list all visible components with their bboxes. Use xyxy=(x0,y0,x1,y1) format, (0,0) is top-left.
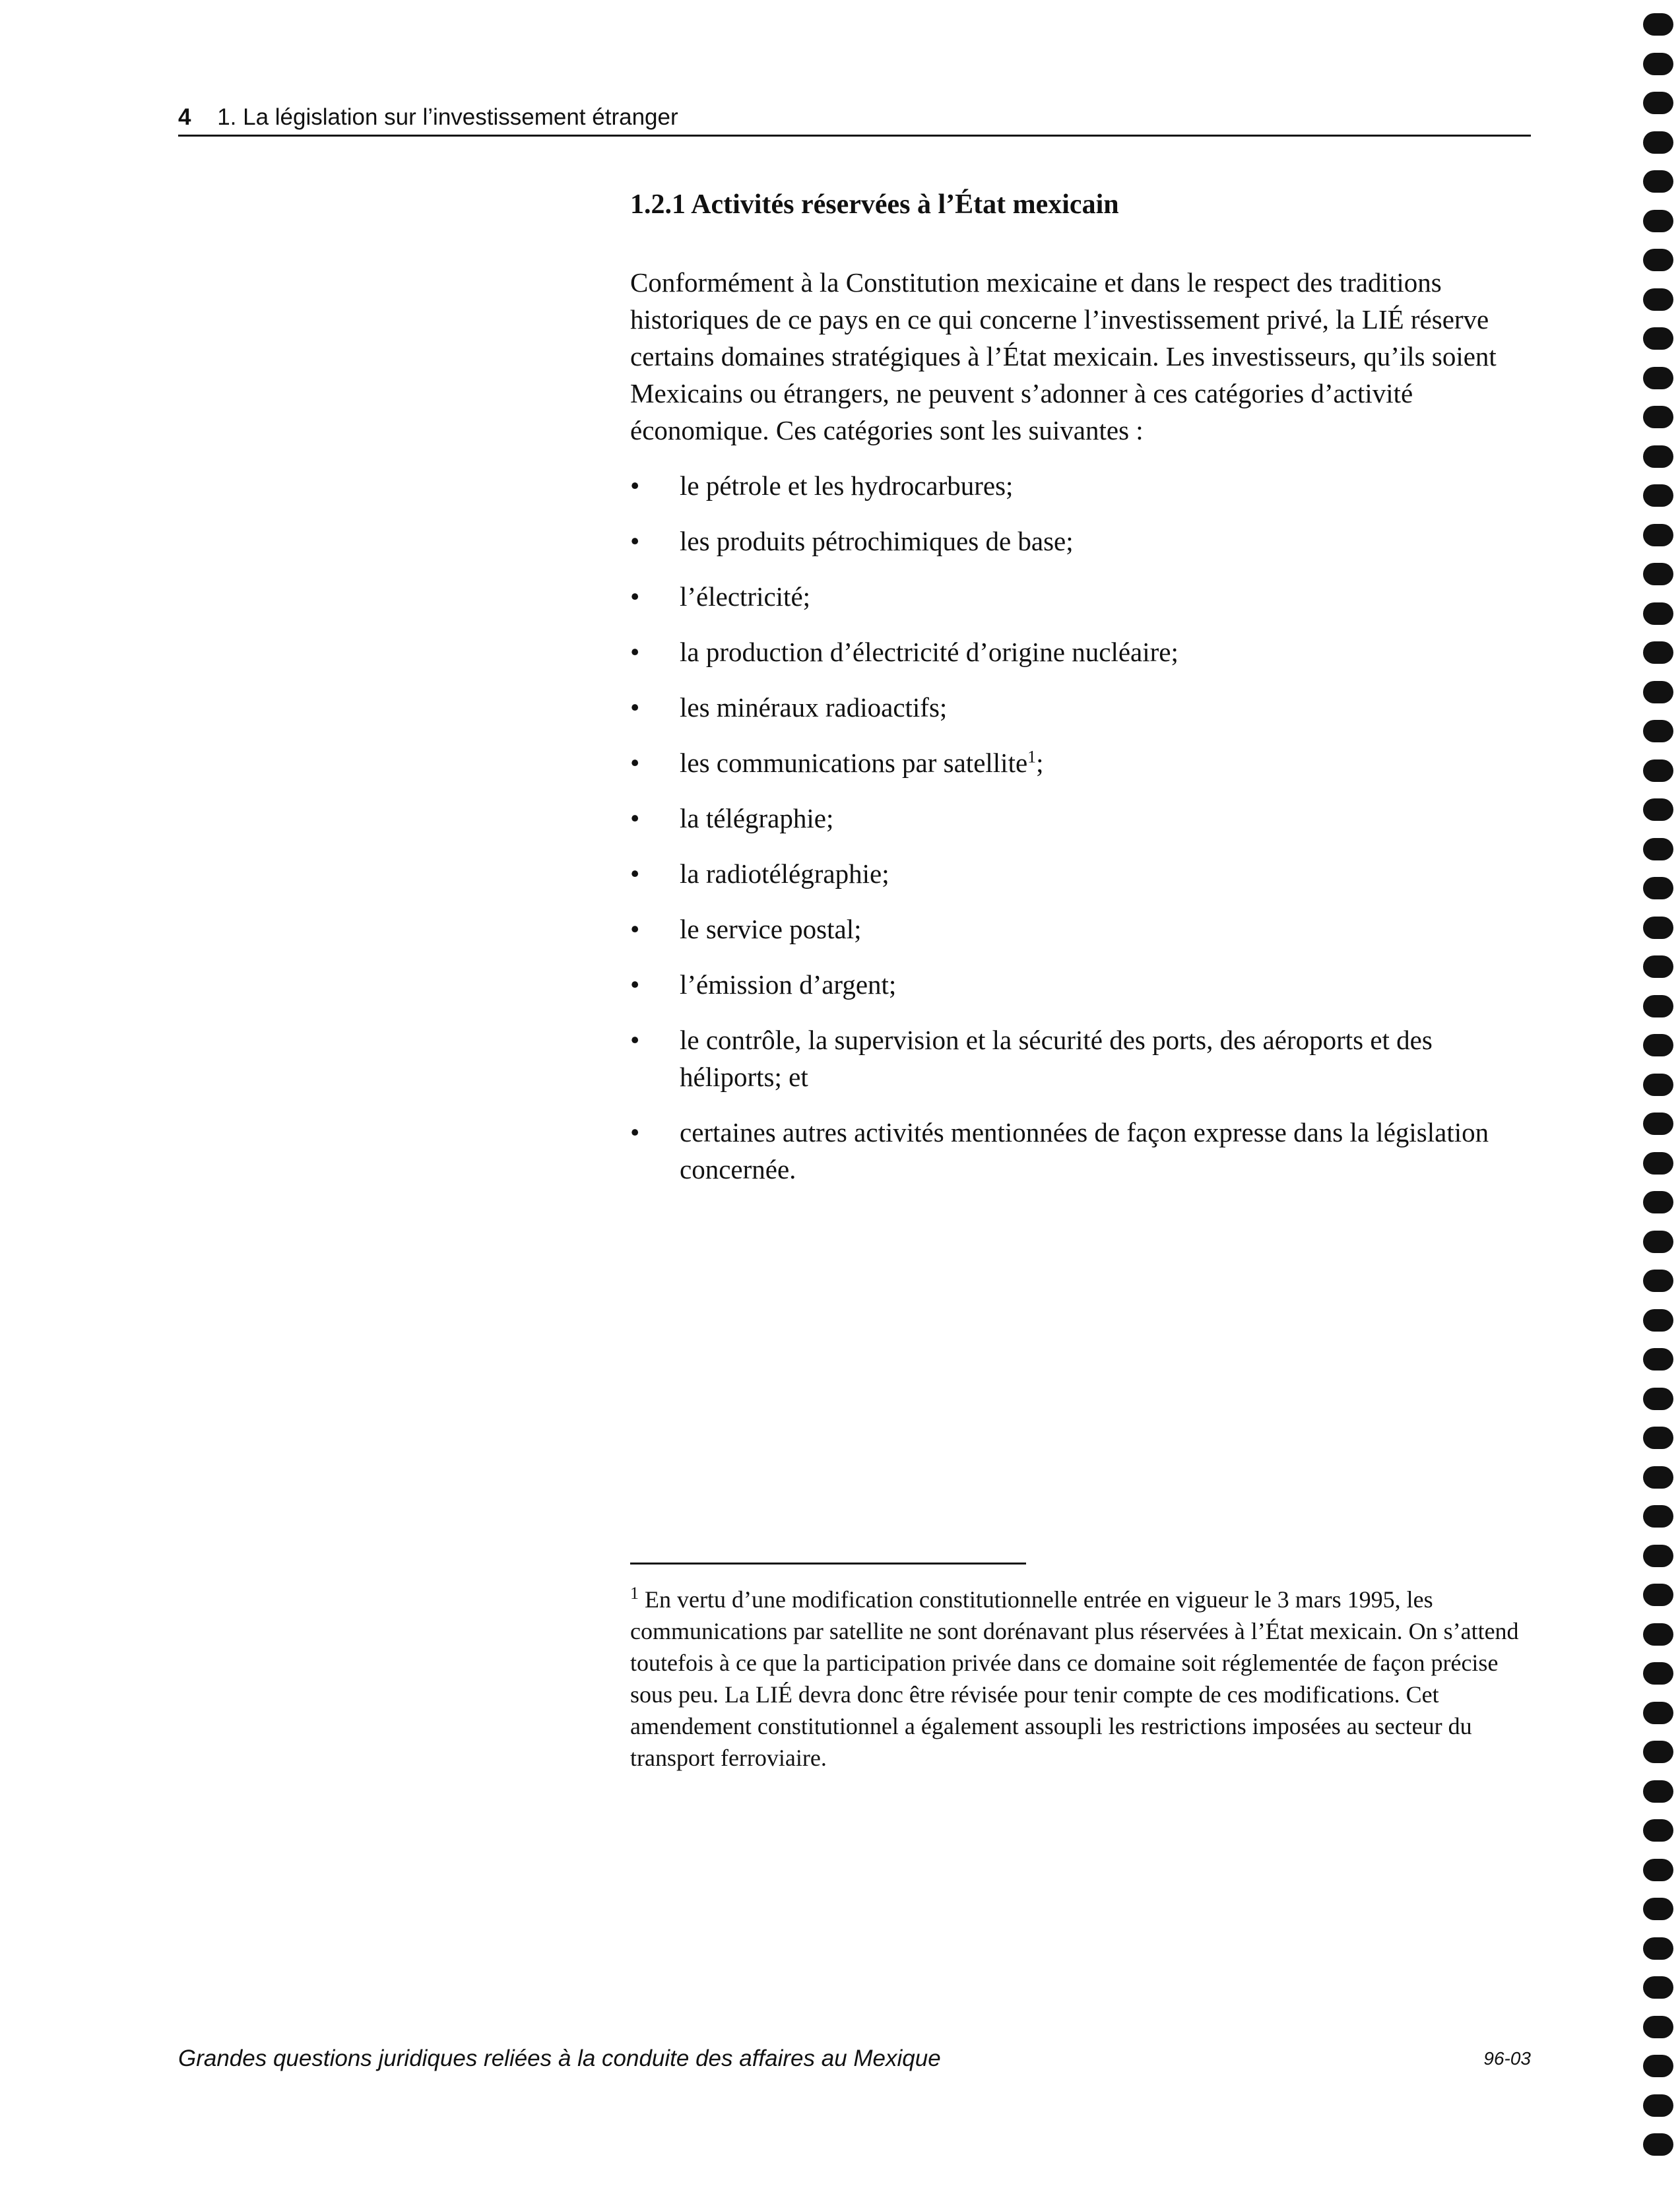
binding-hole xyxy=(1643,92,1673,114)
binding-hole xyxy=(1643,1780,1673,1803)
bullet-icon: • xyxy=(630,748,640,778)
bullet-icon: • xyxy=(630,803,640,833)
binding-hole xyxy=(1643,131,1673,154)
binding-hole xyxy=(1643,210,1673,232)
bullet-icon: • xyxy=(630,692,640,723)
list-item xyxy=(630,1021,1534,1095)
binding-hole xyxy=(1643,641,1673,664)
binding-holes xyxy=(1643,13,1676,2184)
bullet-icon: • xyxy=(630,581,640,612)
reserved-activities-list xyxy=(630,467,1534,1188)
bullet-icon: • xyxy=(630,470,640,501)
list-item xyxy=(630,966,1534,1003)
binding-hole xyxy=(1643,249,1673,271)
binding-hole xyxy=(1643,1466,1673,1489)
bullet-icon: • xyxy=(630,1117,640,1147)
binding-hole xyxy=(1643,1937,1673,1960)
list-item-text: la radiotélégraphie; xyxy=(680,858,889,889)
bullet-icon: • xyxy=(630,637,640,667)
binding-hole xyxy=(1643,524,1673,546)
binding-hole xyxy=(1643,1898,1673,1920)
binding-hole xyxy=(1643,720,1673,742)
list-item xyxy=(630,855,1534,892)
binding-hole xyxy=(1643,563,1673,585)
document-code: 96-03 xyxy=(1483,2048,1531,2069)
bullet-icon: • xyxy=(630,858,640,889)
binding-hole xyxy=(1643,1231,1673,1253)
binding-hole xyxy=(1643,1741,1673,1763)
list-item xyxy=(630,911,1534,948)
chapter-title: 1. La législation sur l’investissement étranger xyxy=(217,104,678,130)
list-item xyxy=(630,1114,1534,1188)
list-item-text: certaines autres activités mentionnées de façon expresse dans la législation concernée. xyxy=(680,1117,1489,1184)
binding-hole xyxy=(1643,1505,1673,1528)
binding-hole xyxy=(1643,1584,1673,1606)
binding-hole xyxy=(1643,170,1673,193)
footnote-text: En vertu d’une modification constitutionnelle entrée en vigueur le 3 mars 1995, les communications par satellite ne sont dorénavant plus réservées à l’État mexicain. On s’attend toutefois à ce que la participation privée dans ce domaine soit réglementée de façon précise sous peu. La LIÉ devra donc être révisée pour tenir compte de ces modifications. Cet amendement constitutionnel a également assoupli les restrictions imposées au secteur du transport ferroviaire. xyxy=(630,1586,1519,1771)
running-header xyxy=(178,104,1531,137)
list-item xyxy=(630,467,1534,504)
binding-hole xyxy=(1643,1034,1673,1056)
page-number: 4 xyxy=(178,104,191,130)
binding-hole xyxy=(1643,1388,1673,1410)
binding-hole xyxy=(1643,288,1673,311)
list-item-text: les communications par satellite xyxy=(680,748,1028,778)
binding-hole xyxy=(1643,2094,1673,2117)
binding-hole xyxy=(1643,1819,1673,1842)
list-item-text: l’émission d’argent; xyxy=(680,969,897,1000)
binding-hole xyxy=(1643,1152,1673,1175)
binding-hole xyxy=(1643,1545,1673,1567)
binding-hole xyxy=(1643,1348,1673,1371)
binding-hole xyxy=(1643,759,1673,782)
binding-hole xyxy=(1643,1976,1673,1999)
binding-hole xyxy=(1643,917,1673,939)
list-item-text: les produits pétrochimiques de base; xyxy=(680,526,1074,556)
footnote-ref: 1 xyxy=(1027,747,1037,767)
binding-hole xyxy=(1643,2055,1673,2077)
list-item-text: le pétrole et les hydrocarbures; xyxy=(680,470,1014,501)
bullet-icon: • xyxy=(630,914,640,944)
list-item xyxy=(630,800,1534,837)
binding-hole xyxy=(1643,484,1673,507)
list-item-text: les minéraux radioactifs; xyxy=(680,692,948,723)
footnote-marker: 1 xyxy=(630,1584,639,1603)
main-content xyxy=(630,178,1534,1206)
binding-hole xyxy=(1643,955,1673,978)
binding-hole xyxy=(1643,2133,1673,2156)
list-item xyxy=(630,689,1534,726)
list-item-text: la production d’électricité d’origine nucléaire; xyxy=(680,637,1179,667)
list-item xyxy=(630,633,1534,670)
bullet-icon: • xyxy=(630,526,640,556)
binding-hole xyxy=(1643,1270,1673,1292)
binding-hole xyxy=(1643,1702,1673,1724)
bullet-icon: • xyxy=(630,969,640,1000)
binding-hole xyxy=(1643,1662,1673,1685)
footnote-divider xyxy=(630,1563,1026,1565)
binding-hole xyxy=(1643,1191,1673,1213)
binding-hole xyxy=(1643,995,1673,1017)
list-item-text: l’électricité; xyxy=(680,581,811,612)
binding-hole xyxy=(1643,1113,1673,1135)
list-item xyxy=(630,523,1534,560)
binding-hole xyxy=(1643,602,1673,625)
binding-hole xyxy=(1643,2016,1673,2038)
footnote xyxy=(630,1584,1534,1774)
running-footer xyxy=(178,2044,1531,2073)
binding-hole xyxy=(1643,327,1673,350)
binding-hole xyxy=(1643,445,1673,468)
list-item xyxy=(630,578,1534,615)
binding-hole xyxy=(1643,838,1673,860)
binding-hole xyxy=(1643,798,1673,821)
binding-hole xyxy=(1643,406,1673,428)
list-item-suffix: ; xyxy=(1036,748,1044,778)
list-item-text: le service postal; xyxy=(680,914,862,944)
binding-hole xyxy=(1643,13,1673,36)
binding-hole xyxy=(1643,1859,1673,1881)
binding-hole xyxy=(1643,53,1673,75)
list-item-text: la télégraphie; xyxy=(680,803,834,833)
binding-hole xyxy=(1643,877,1673,899)
list-item xyxy=(630,744,1534,781)
binding-hole xyxy=(1643,367,1673,389)
section-title: 1.2.1 Activités réservées à l’État mexicain xyxy=(630,189,1119,220)
binding-hole xyxy=(1643,1309,1673,1332)
bullet-icon: • xyxy=(630,1025,640,1055)
list-item-text: le contrôle, la supervision et la sécurité des ports, des aéroports et des héliports; et xyxy=(680,1025,1433,1092)
binding-hole xyxy=(1643,1427,1673,1449)
publication-title: Grandes questions juridiques reliées à la conduite des affaires au Mexique xyxy=(178,2046,941,2071)
binding-hole xyxy=(1643,1623,1673,1646)
intro-paragraph: Conformément à la Constitution mexicaine et dans le respect des traditions historiques de ce pays en ce qui concerne l’investissement privé, la LIÉ réserve certains domaines stratégiques à l’État mexicain. Les investisseurs, qu’ils soient Mexicains ou étrangers, ne peuvent s’adonner à ces catégories d’activité économique. Ces catégories sont les suivantes : xyxy=(630,267,1497,445)
binding-hole xyxy=(1643,681,1673,703)
binding-hole xyxy=(1643,1074,1673,1096)
